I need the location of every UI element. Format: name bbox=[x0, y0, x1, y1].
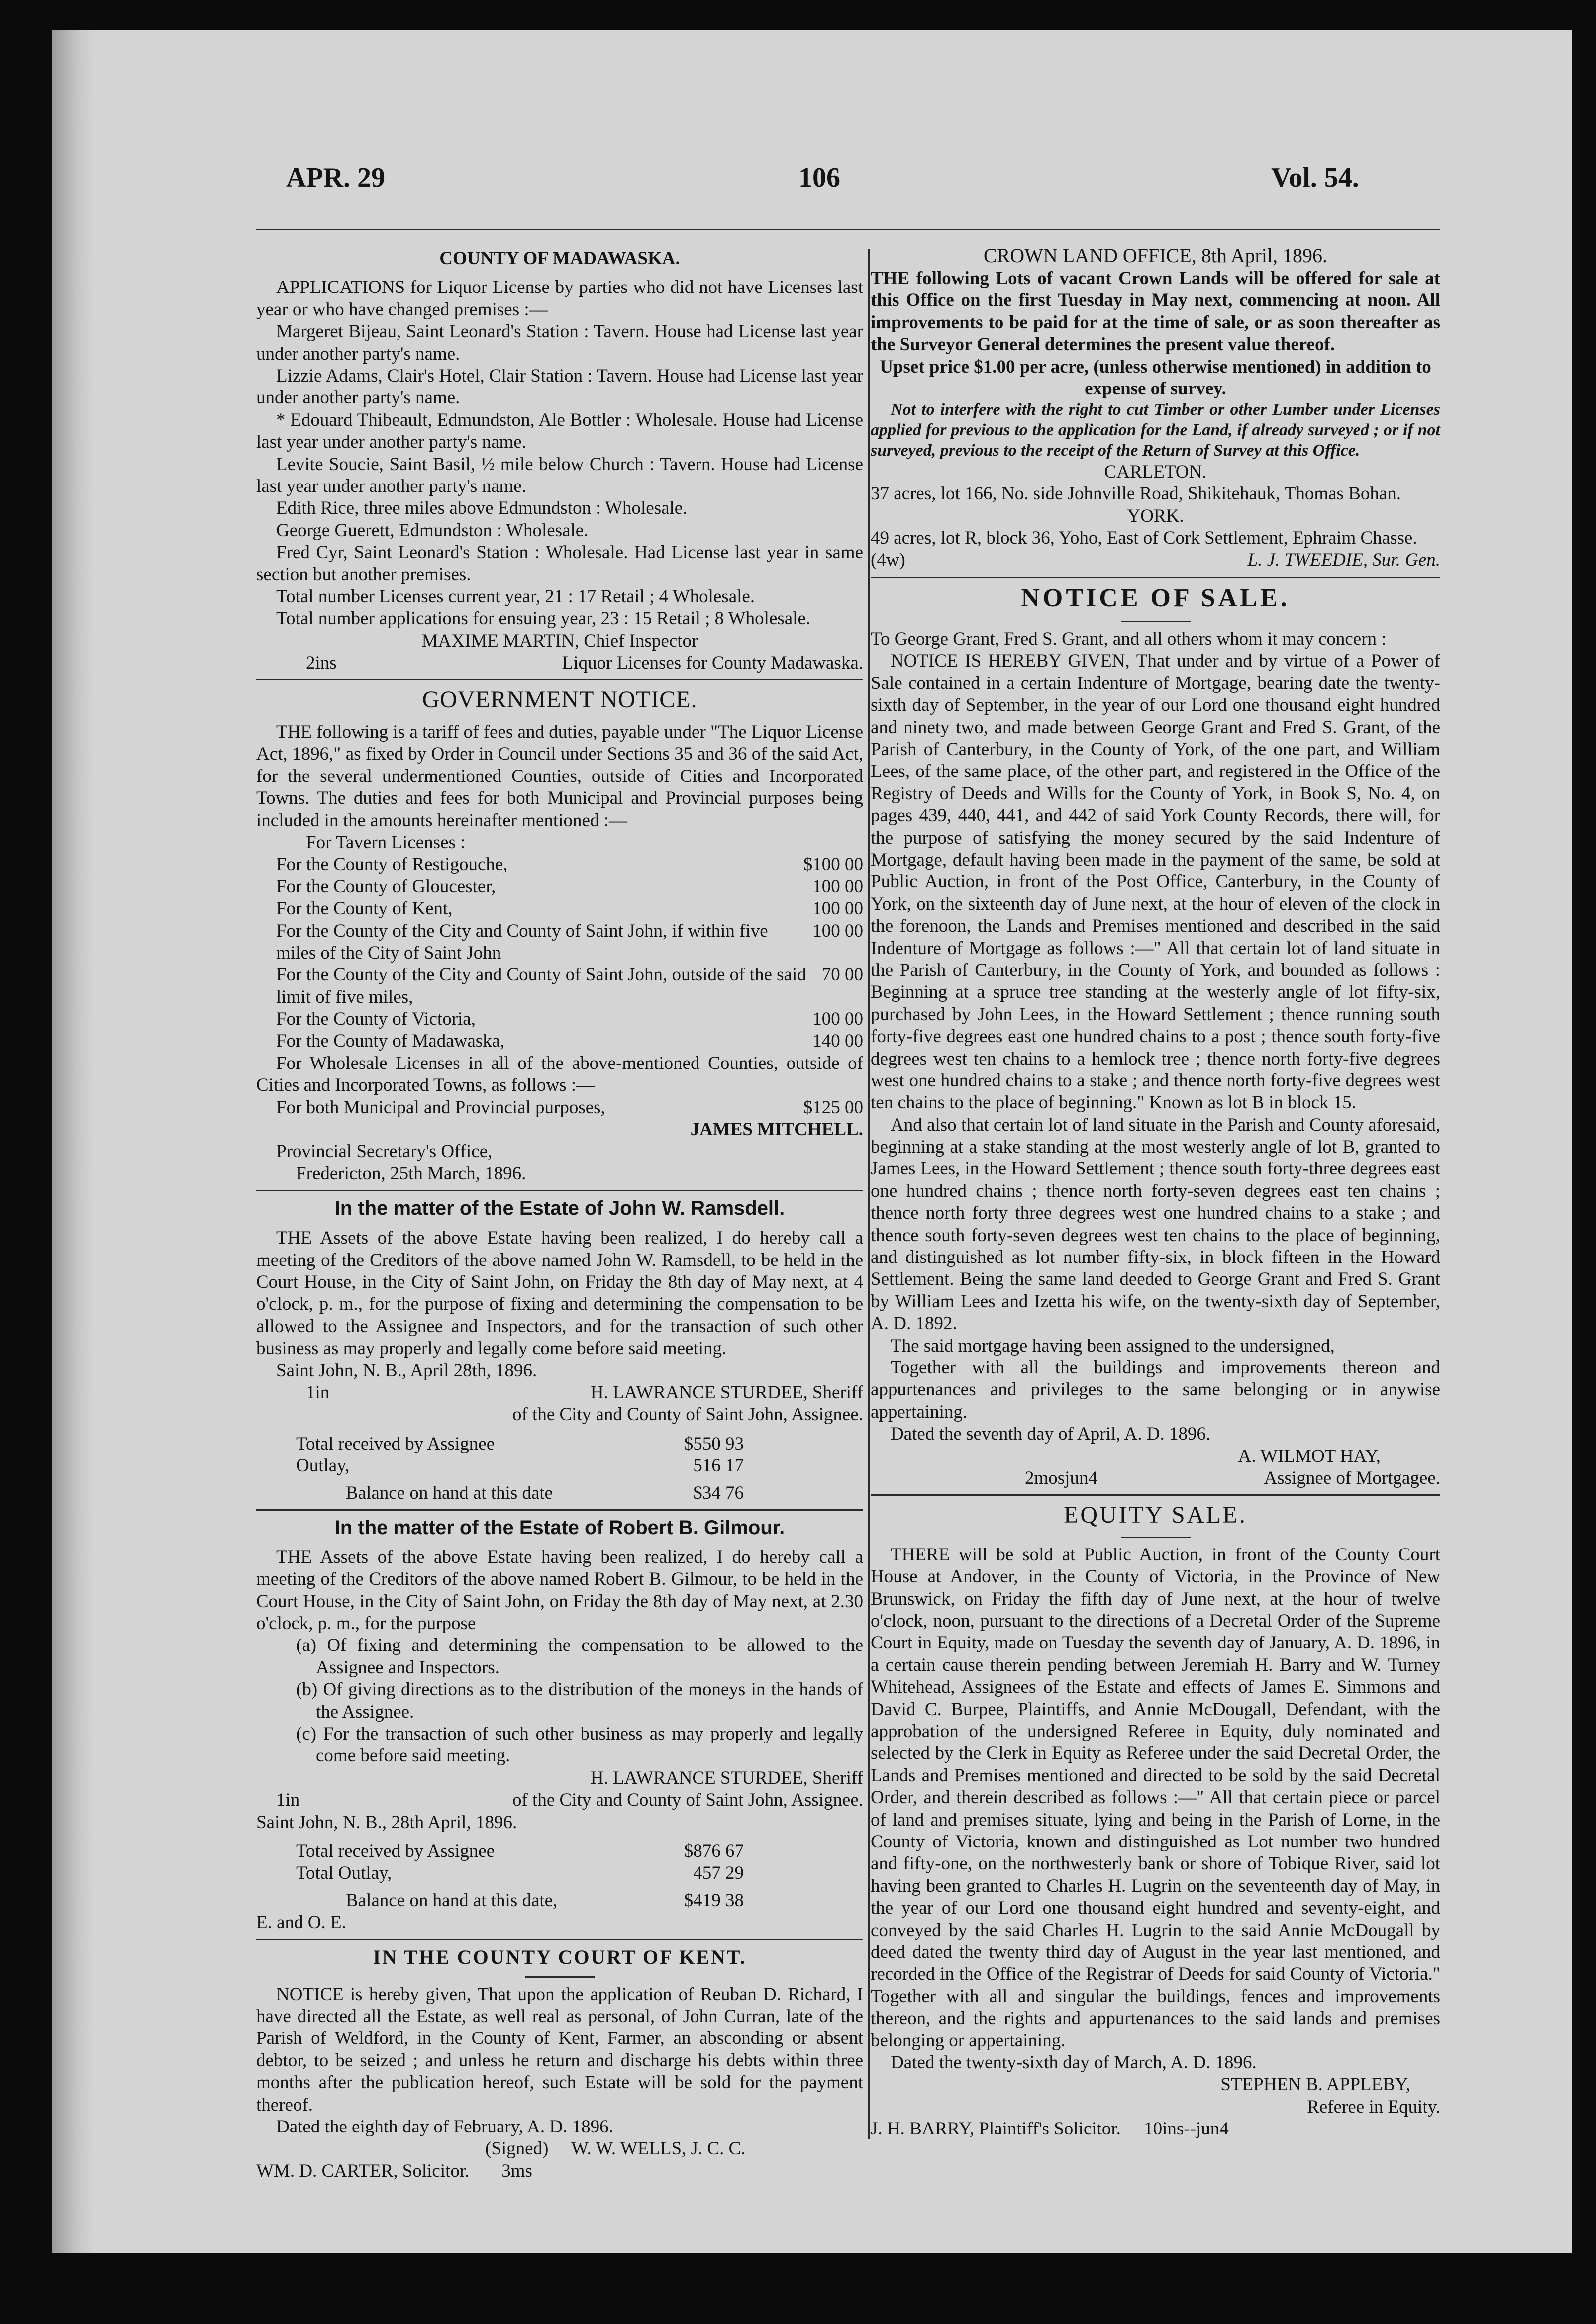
fee-label: For the County of Madawaska, bbox=[276, 1031, 505, 1052]
fee-label: For the County of Kent, bbox=[276, 898, 453, 919]
kent-dated: Dated the eighth day of February, A. D. 1896. bbox=[276, 2116, 613, 2137]
fee-amount: 100 00 bbox=[812, 1009, 863, 1030]
account-row bbox=[296, 1455, 744, 1477]
account-label: Outlay, bbox=[296, 1455, 350, 1476]
ramsdell-signer: H. LAWRANCE STURDEE, Sheriff bbox=[590, 1382, 863, 1403]
kent-signature-row bbox=[256, 2138, 863, 2160]
wholesale-text: For Wholesale Licenses in all of the above-mentioned Counties, outside of Cities and Incorporated Towns, as follows :— bbox=[256, 1053, 863, 1096]
account-amount: 516 17 bbox=[693, 1455, 744, 1476]
ramsdell-signer-role: of the City and County of Saint John, Assignee. bbox=[512, 1404, 863, 1425]
ramsdell-accounts bbox=[256, 1426, 744, 1504]
tavern-heading: For Tavern Licenses : bbox=[306, 832, 466, 853]
crown-price: Upset price $1.00 per acre, (unless otherwise mentioned) in addition to expense of survey. bbox=[880, 356, 1431, 399]
header-rule bbox=[256, 229, 1440, 230]
madawaska-entry: * Edouard Thibeault, Edmundston, Ale Bottler : Wholesale. House had License last year under another party's name. bbox=[256, 409, 863, 453]
fee-row bbox=[276, 1008, 863, 1030]
account-row bbox=[296, 1840, 744, 1862]
sale-signer: A. WILMOT HAY, bbox=[1238, 1446, 1381, 1466]
fee-amount: $125 00 bbox=[803, 1097, 863, 1118]
fee-row bbox=[276, 1030, 863, 1052]
account-label: Balance on hand at this date bbox=[346, 1482, 553, 1503]
insertion-code: 3ms bbox=[501, 2160, 532, 2181]
madawaska-entry: Margeret Bijeau, Saint Leonard's Station : Tavern. House had License last year under another party's name. bbox=[256, 321, 863, 364]
madawaska-signer-role: Liquor Licenses for County Madawaska. bbox=[562, 653, 863, 674]
sale-signer-role: Assignee of Mortgagee. bbox=[1264, 1467, 1440, 1488]
insertion-code: 1in bbox=[276, 1790, 300, 1811]
government-notice bbox=[256, 685, 863, 1185]
equity-solicitor: J. H. BARRY, Plaintiff's Solicitor. bbox=[871, 2119, 1121, 2139]
account-row bbox=[296, 1433, 744, 1455]
gov-notice-title: GOVERNMENT NOTICE. bbox=[422, 686, 698, 713]
account-amount: $419 38 bbox=[684, 1890, 744, 1911]
sale-addressee: To George Grant, Fred S. Grant, and all others whom it may concern : bbox=[871, 629, 1387, 650]
fee-row bbox=[276, 854, 863, 875]
account-amount: $876 67 bbox=[684, 1840, 744, 1861]
equity-signer-role: Referee in Equity. bbox=[1307, 2096, 1440, 2117]
insertion-code: 2ins bbox=[306, 653, 337, 674]
account-label: Balance on hand at this date, bbox=[346, 1890, 558, 1911]
section-rule bbox=[871, 577, 1440, 578]
fee-amount: $100 00 bbox=[803, 854, 863, 875]
page-binding-edge bbox=[52, 30, 92, 2253]
account-amount: $34 76 bbox=[693, 1482, 744, 1503]
fee-amount: 100 00 bbox=[812, 898, 863, 919]
account-row bbox=[296, 1862, 744, 1884]
account-label: Total received by Assignee bbox=[296, 1840, 495, 1861]
madawaska-signer: MAXIME MARTIN, Chief Inspector bbox=[421, 630, 698, 651]
crown-county: YORK. bbox=[1127, 505, 1184, 526]
fee-label: For the County of the City and County of Saint John, outside of the said limit of five miles, bbox=[276, 965, 806, 1007]
title-rule bbox=[1121, 1537, 1191, 1538]
insertion-code: 1in bbox=[306, 1382, 330, 1403]
page-number: 106 bbox=[798, 162, 840, 193]
gov-notice-signer: JAMES MITCHELL. bbox=[690, 1119, 863, 1140]
fee-label: For the County of Restigouche, bbox=[276, 854, 508, 875]
column-divider bbox=[868, 249, 870, 2139]
gilmour-body: THE Assets of the above Estate having been realized, I do hereby call a meeting of the Creditors of the above named Robert B. Gilmour, to be held in the Court House, in the City of Saint John, on Friday the 8th day of May next, at 2.30 o'clock, p. m., for the purpose bbox=[256, 1547, 863, 1634]
madawaska-title: COUNTY OF MADAWASKA. bbox=[439, 248, 680, 269]
gov-notice-office: Provincial Secretary's Office, bbox=[276, 1141, 493, 1162]
fee-row bbox=[276, 876, 863, 898]
crown-lot: 37 acres, lot 166, No. side Johnville Road, Shikitehauk, Thomas Bohan. bbox=[871, 484, 1401, 504]
ramsdell-estate-notice bbox=[256, 1196, 863, 1504]
kent-signed: (Signed) bbox=[485, 2138, 549, 2159]
fee-row bbox=[276, 964, 863, 1008]
fee-label: For both Municipal and Provincial purposes, bbox=[276, 1097, 605, 1118]
sale-paragraph: NOTICE IS HEREBY GIVEN, That under and by virtue of a Power of Sale contained in a certain Indenture of Mortgage, bearing date the twenty-sixth day of September, in the year of our Lord one thousand eight hundred and ninety two, and made between George Grant and Fred S. Grant, of the Parish of Canterbury, in the County of York, of the one part, and William Lees, of the same place, of the other part, and registered in the Office of the Registry of Deeds and Wills for the County of York, in Book S, No. 4, on pages 439, 440, 441, and 442 of said York County Records, there will, for the purpose of satisfying the money secured by the said Indenture of Mortgage, default having been made in the payment of the same, be sold at Public Auction, in front of the Post Office, Canterbury, in the County of York, on the sixteenth day of June next, at the hour of eleven of the clock in the forenoon, the Lands and Premises mentioned and described in the said Indenture of Mortgage as follows :—" All that certain lot of land situate in the Parish of Canterbury, in the County of York, and bounded as follows : Beginning at a spruce tree standing at the westerly angle of lot fifty-six, purchased by John Lees, in the Howard Settlement ; thence running south forty-five degrees east one hundred chains to a post ; thence south forty-five degrees west ten chains to a hemlock tree ; thence north forty-five degrees west one hundred chains to a stake ; and thence north forty-five degrees west ten chains to the place of beginning." Known as lot B in block 15. bbox=[871, 651, 1440, 1113]
fee-label: For the County of Victoria, bbox=[276, 1009, 476, 1030]
kent-title: IN THE COUNTY COURT OF KENT. bbox=[373, 1945, 747, 1968]
gilmour-accounts bbox=[256, 1834, 744, 1912]
sale-paragraph: The said mortgage having been assigned to the undersigned, bbox=[891, 1335, 1335, 1356]
madawaska-entry: George Guerett, Edmundston : Wholesale. bbox=[276, 520, 589, 541]
gilmour-signer-role: of the City and County of Saint John, Assignee. bbox=[512, 1790, 863, 1811]
fee-row bbox=[276, 898, 863, 920]
left-column bbox=[256, 244, 863, 2182]
gilmour-signature-row bbox=[256, 1789, 863, 1811]
fee-amount: 70 00 bbox=[821, 965, 863, 985]
madawaska-signature-row bbox=[256, 652, 863, 674]
ramsdell-signature-row bbox=[256, 1382, 863, 1404]
fee-amount: 140 00 bbox=[812, 1031, 863, 1052]
title-rule bbox=[1121, 621, 1191, 622]
fee-amount: 100 00 bbox=[812, 920, 863, 941]
equity-sale-notice bbox=[871, 1501, 1440, 2140]
equity-title: EQUITY SALE. bbox=[1064, 1502, 1247, 1529]
insertion-code: 10ins--jun4 bbox=[1144, 2119, 1229, 2139]
madawaska-entry: Total number Licenses current year, 21 : 17 Retail ; 4 Wholesale. bbox=[276, 586, 755, 607]
ramsdell-title: In the matter of the Estate of John W. Ramsdell. bbox=[334, 1197, 785, 1220]
fee-row bbox=[276, 920, 863, 965]
section-rule bbox=[256, 1509, 863, 1511]
wholesale-fee-row bbox=[256, 1097, 863, 1119]
newspaper-page bbox=[52, 30, 1572, 2253]
gilmour-item: (b) Of giving directions as to the distribution of the moneys in the hands of the Assignee. bbox=[296, 1679, 863, 1722]
gilmour-title: In the matter of the Estate of Robert B. Gilmour. bbox=[334, 1516, 785, 1539]
madawaska-entry: Fred Cyr, Saint Leonard's Station : Wholesale. Had License last year in same section but another premises. bbox=[256, 542, 863, 585]
equity-body: THERE will be sold at Public Auction, in front of the County Court House at Andover, in the County of Victoria, in the Province of New Brunswick, on Friday the fifth day of June next, at the hour of twelve o'clock, noon, pursuant to the directions of a Decretal Order of the Supreme Court in Equity, made on Tuesday the seventh day of January, A. D. 1896, in a certain cause therein pending between Jeremiah H. Barry and W. Turney Whitehead, Assignees of the Estate and effects of James E. Simmons and David C. Burpee, Plaintiffs, and Annie McDougall, Defendant, with the approbation of the undersigned Referee in Equity, duly nominated and selected by the Clerk in Equity as Referee under the said Decretal Order, the Lands and Premises mentioned and directed to be sold by the said Decretal Order, and therein described as follows :—" All that certain piece or parcel of land and premises situate, lying and being in the Parish of Lorne, in the County of Victoria, known and distinguished as Lot number two hundred and fifty-one, on the northwesterly bank or shore of Tobique River, said lot having been granted to Charles H. Lugrin on the seventeenth day of May, in the year of our Lord one thousand eight hundred and seventy-eight, and conveyed by the said Charles H. Lugrin to the said Annie McDougall by deed dated the twenty third day of August in the year last mentioned, and recorded in the Office of the Registrar of Deeds for said County of Victoria." Together with all and singular the buildings, fences and improvements thereon, and the rights and appurtenances to the said lands and premises belonging or appertaining. bbox=[871, 1544, 1440, 2051]
fee-label: For the County of Gloucester, bbox=[276, 876, 496, 897]
fee-amount: 100 00 bbox=[812, 876, 863, 897]
section-rule bbox=[256, 679, 863, 680]
sale-signature-row bbox=[871, 1467, 1440, 1489]
equity-dated: Dated the twenty-sixth day of March, A. D. 1896. bbox=[891, 2052, 1257, 2073]
account-label: Total received by Assignee bbox=[296, 1433, 495, 1454]
crown-signature-row bbox=[871, 549, 1440, 571]
kent-body: NOTICE is hereby given, That upon the application of Reuban D. Richard, I have directed all the Estate, as well real as personal, of John Curran, late of the Parish of Weldford, in the County of Kent, Farmer, an absconding or absent debtor, to be seized ; and unless he return and discharge his debts within three months after the publication hereof, such Estate will be sold for the payment thereof. bbox=[256, 1984, 863, 2115]
gilmour-footer: E. and O. E. bbox=[256, 1912, 346, 1933]
account-row bbox=[296, 1890, 744, 1912]
gilmour-item: (a) Of fixing and determining the compensation to be allowed to the Assignee and Inspectors. bbox=[296, 1635, 863, 1678]
ramsdell-date: Saint John, N. B., April 28th, 1896. bbox=[276, 1360, 537, 1381]
section-rule bbox=[871, 1494, 1440, 1496]
title-rule bbox=[525, 1976, 595, 1978]
sale-title: NOTICE OF SALE. bbox=[1021, 583, 1290, 612]
right-column bbox=[871, 244, 1440, 2140]
gov-notice-intro: THE following is a tariff of fees and duties, payable under "The Liquor License Act, 1896," as fixed by Order in Council under Sections 35 and 36 of the said Act, for the several undermentioned Counties, outside of Cities and Incorporated Towns. The duties and fees for both Municipal and Provincial purposes being included in the amounts hereinafter mentioned :— bbox=[256, 722, 863, 831]
volume-number: Vol. 54. bbox=[1271, 162, 1359, 193]
equity-solicitor-row bbox=[871, 2118, 1440, 2140]
crown-signer: L. J. TWEEDIE, Sur. Gen. bbox=[1247, 550, 1440, 571]
gilmour-item: (c) For the transaction of such other business as may properly and legally come before said meeting. bbox=[296, 1724, 863, 1766]
madawaska-entry: Edith Rice, three miles above Edmundston : Wholesale. bbox=[276, 498, 688, 519]
crown-title: CROWN LAND OFFICE, 8th April, 1896. bbox=[983, 244, 1328, 267]
account-amount: 457 29 bbox=[693, 1863, 744, 1884]
equity-signer: STEPHEN B. APPLEBY, bbox=[1220, 2074, 1410, 2095]
fee-label: For the County of the City and County of Saint John, if within five miles of the City of Saint John bbox=[276, 920, 768, 963]
gilmour-estate-notice bbox=[256, 1516, 863, 1934]
gov-notice-date: Fredericton, 25th March, 1896. bbox=[296, 1163, 526, 1184]
kent-court-notice bbox=[256, 1945, 863, 2183]
account-row bbox=[296, 1482, 744, 1504]
gilmour-signer: H. LAWRANCE STURDEE, Sheriff bbox=[590, 1767, 863, 1788]
madawaska-entry: Lizzie Adams, Clair's Hotel, Clair Station : Tavern. House had License last year under another party's name. bbox=[256, 365, 863, 408]
crown-land-notice bbox=[871, 244, 1440, 572]
kent-signer: W. W. WELLS, J. C. C. bbox=[571, 2138, 746, 2159]
madawaska-intro: APPLICATIONS for Liquor License by parties who did not have Licenses last year or who have changed premises :— bbox=[256, 277, 863, 320]
issue-date: APR. 29 bbox=[286, 162, 386, 193]
gilmour-date: Saint John, N. B., 28th April, 1896. bbox=[256, 1812, 517, 1833]
fee-table bbox=[256, 854, 863, 1053]
insertion-code: 2mosjun4 bbox=[1025, 1467, 1097, 1488]
crown-body: THE following Lots of vacant Crown Lands will be offered for sale at this Office on the first Tuesday in May next, commencing at noon. All improvements to be paid for at the time of sale, or as soon thereafter as the Surveyor General determines the present value thereof. bbox=[871, 268, 1440, 355]
ramsdell-body: THE Assets of the above Estate having been realized, I do hereby call a meeting of the Creditors of the above named John W. Ramsdell, to be held in the Court House, in the City of Saint John, on Friday the 8th day of May next, at 4 o'clock, p. m., for the purpose of fixing and determining the compensation to be allowed to the Assignee and Inspectors, and for the transaction of such other business as may properly and legally come before said meeting. bbox=[256, 1228, 863, 1359]
notice-of-sale bbox=[871, 583, 1440, 1490]
madawaska-entry: Total number applications for ensuing year, 23 : 15 Retail ; 8 Wholesale. bbox=[276, 608, 811, 629]
kent-solicitor: WM. D. CARTER, Solicitor. bbox=[256, 2160, 470, 2181]
crown-note: Not to interfere with the right to cut Timber or other Lumber under Licenses applied for previous to the application for the Land, if already surveyed ; or if not surveyed, previous to the receipt of the Return of Survey at this Office. bbox=[871, 400, 1440, 460]
account-amount: $550 93 bbox=[684, 1433, 744, 1454]
sale-dated: Dated the seventh day of April, A. D. 1896. bbox=[891, 1424, 1211, 1445]
section-rule bbox=[256, 1939, 863, 1940]
account-label: Total Outlay, bbox=[296, 1863, 392, 1884]
madawaska-notice bbox=[256, 248, 863, 674]
madawaska-entry: Levite Soucie, Saint Basil, ½ mile below Church : Tavern. House had License last year under another party's name. bbox=[256, 454, 863, 496]
insertion-code: (4w) bbox=[871, 550, 905, 571]
section-rule bbox=[256, 1190, 863, 1191]
sale-paragraph: And also that certain lot of land situate in the Parish and County aforesaid, beginning at a stake standing at the most westerly angle of lot B, granted to James Lees, in the Howard Settlement ; thence south forty-three degrees east one hundred chains ; thence north forty-seven degrees east ten chains ; thence north forty three degrees west one hundred chains to a stake ; and thence south forty-seven degrees west ten chains to the place of beginning, and distinguished as lot number fifty-six, in block fifteen in the Howard Settlement. Being the same land deeded to George Grant and Fred S. Grant by William Lees and Izetta his wife, on the twenty-sixth day of September, A. D. 1892. bbox=[871, 1114, 1440, 1334]
sale-paragraph: Together with all the buildings and improvements thereon and appurtenances and privileges to the same belonging or in anywise appertaining. bbox=[871, 1357, 1440, 1422]
crown-county: CARLETON. bbox=[1104, 461, 1207, 482]
kent-solicitor-row bbox=[256, 2160, 863, 2182]
crown-lot: 49 acres, lot R, block 36, Yoho, East of Cork Settlement, Ephraim Chasse. bbox=[871, 527, 1417, 548]
